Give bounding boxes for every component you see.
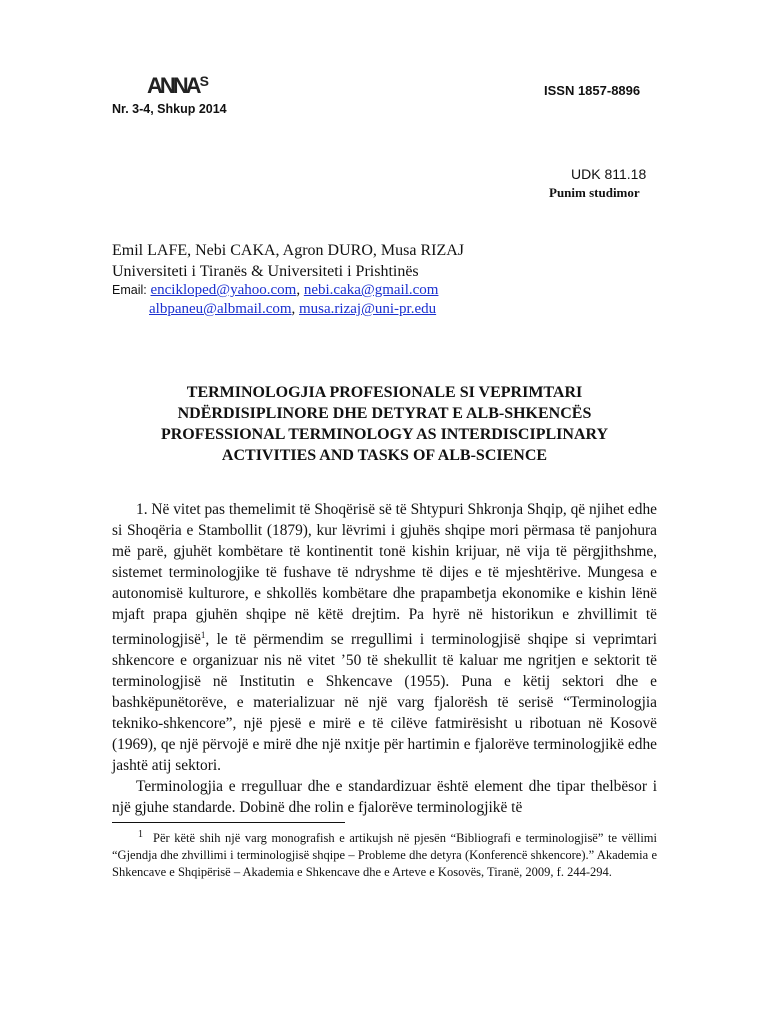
title-line-2: NDËRDISIPLINORE DHE DETYRAT E ALB-SHKENCËS xyxy=(177,405,592,422)
article-type: Punim studimor xyxy=(549,185,640,200)
footnote-number: 1 xyxy=(138,829,143,840)
body-paragraph-1 xyxy=(112,499,657,776)
journal-logo xyxy=(147,73,208,99)
footnote-reference[interactable]: 1 xyxy=(200,630,206,640)
title-line-1: TERMINOLOGJIA PROFESIONALE SI VEPRIMTARI xyxy=(186,384,583,401)
title-line-4: ACTIVITIES AND TASKS OF ALB-SCIENCE xyxy=(221,447,548,464)
footnote xyxy=(112,826,657,881)
issn: ISSN 1857-8896 xyxy=(544,83,641,98)
email-line-2 xyxy=(112,300,438,319)
udk-code: UDK 811.18 xyxy=(571,166,647,182)
journal-logo-subscript: S xyxy=(199,73,208,89)
body-paragraph-2: Terminologjia e rregulluar dhe e standardizuar është element dhe tipar thelbësor i një gjuhe standarde. Dobinë dhe rolin e fjalorëve terminologjikë të xyxy=(112,778,657,817)
email-block xyxy=(112,281,438,319)
author-names: Emil LAFE, Nebi CAKA, Agron DURO, Musa RIZAJ xyxy=(112,242,464,259)
email-link-2[interactable]: nebi.caka@gmail.com xyxy=(303,282,439,298)
issue-number: Nr. 3-4, Shkup 2014 xyxy=(112,102,227,116)
article-title xyxy=(112,382,657,466)
journal-logo-text: ANNA xyxy=(147,73,199,98)
footnote-divider xyxy=(112,822,345,823)
author-block xyxy=(112,240,464,282)
email-link-4[interactable]: musa.rizaj@uni-pr.edu xyxy=(299,301,437,317)
article-body xyxy=(112,499,657,818)
email-link-1[interactable]: encikloped@yahoo.com xyxy=(150,282,297,298)
paragraph-1-text-a: 1. Në vitet pas themelimit të Shoqërisë së të Shtypuri Shkronja Shqip, që njihet edhe si Shoqëria e Stambollit (1879), kur lëvrimi i gjuhës shqipe mori përmasa të panjohura më parë, gjuhët kombëtare të kontinentit tonë kishin krijuar, në vija të përgjithshme, sistemet terminologjike të fushave të ndryshme të dijes e të mjeshtërive. Mungesa e autonomisë kulturore, e shkollës kombëtare dhe prapambetja ekonomike e kishin lënë mjaft prapa gjuhën shqipe në këtë drejtim. Pa hyrë në historikun e zhvillimit të terminologjisë xyxy=(112,501,657,649)
email-label: Email: xyxy=(112,283,147,297)
email-link-3[interactable]: albpaneu@albmail.com xyxy=(149,301,292,317)
email-separator: , xyxy=(296,282,304,298)
title-line-3: PROFESSIONAL TERMINOLOGY AS INTERDISCIPLINARY xyxy=(160,426,609,443)
email-line-1 xyxy=(112,281,438,300)
footnote-text: Për këtë shih një varg monografish e artikujsh në pjesën “Bibliografi e terminologjisë” te vëllimi “Gjendja dhe zhvillimi i terminologjisë shqipe – Probleme dhe detyra (Konferencë shkencore).” Akademia e Shkencave e Shqipërisë – Akademia e Shkencave dhe e Arteve e Kosovës, Tiranë, 2009, f. 244-294. xyxy=(112,831,657,880)
paragraph-1-text-b: , le të përmendim se rregullimi i terminologjisë shqipe si veprimtari shkencore e organizuar nis në vitet ’50 të shekullit të kaluar me ngritjen e sektorit të terminologjisë në Institutin e Shkencave (1955). Puna e këtij sektori dhe e bashkëpunëtorëve, e materializuar në një varg fjalorësh të serisë “Terminologjia tekniko-shkencore”, një pjesë e mirë e të cilëve fatmirësisht u ribotuan në Kosovë (1969), qe një përvojë e mirë dhe një nxitje për hartimin e fjalorëve terminologjikë edhe jashtë atij sektori. xyxy=(112,631,657,775)
email-separator: , xyxy=(291,301,300,317)
author-affiliation: Universiteti i Tiranës & Universiteti i Prishtinës xyxy=(112,263,419,280)
